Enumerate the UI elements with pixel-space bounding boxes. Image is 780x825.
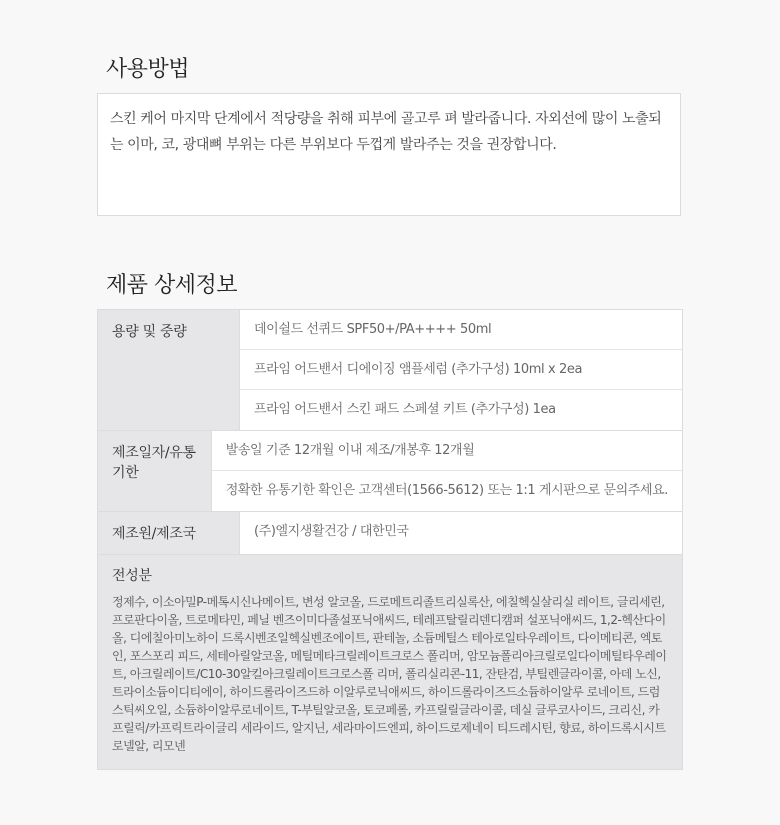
usage-section-title: 사용방법	[106, 57, 190, 82]
ingredients-section	[98, 555, 682, 769]
product-detail-table	[97, 309, 683, 770]
row-label-expiry: 제조일자/유통기한	[98, 431, 212, 511]
value-cell: 프라임 어드밴서 디에이징 앰플세럼 (추가구성) 10ml x 2ea	[240, 350, 682, 390]
value-cell: (주)엘지생활건강 / 대한민국	[254, 524, 409, 539]
usage-description-text: 스킨 케어 마지막 단계에서 적당량을 취해 피부에 골고루 펴 발라줍니다. 자외선에 많이 노출되는 이마, 코, 광대뼈 부위는 다른 부위보다 두껍게 발라주는 것을 권장합니다.	[110, 111, 662, 153]
row-values-volume	[240, 310, 682, 430]
value-cell: 발송일 기준 12개월 이내 제조/개봉후 12개월	[212, 431, 682, 471]
detail-row-expiry	[98, 431, 682, 512]
ingredients-label: 전성분	[112, 568, 152, 584]
value-cell: 정확한 유통기한 확인은 고객센터(1566-5612) 또는 1:1 게시판으로 문의주세요.	[225, 483, 668, 498]
ingredients-text: 정제수, 이소아밀P-메톡시신나메이트, 변성 알코올, 드로메트리졸트리실록산, 에칠헥실살리실 레이트, 글리세린, 프로판다이올, 트로메타민, 페닐 벤즈이미다졸설포닉애씨드, 테레프탈릴리덴디캠퍼 설포닉애씨드, 1,2-헥산다이올, 디에칠아미노하이 드록시벤조일헥실벤조에이트, 판테놀, 소듐메틸스 테아로일타우레이트, 다이메티콘, 엑토인, 포스포리 피드, 세테아릴알코올, 메틸메타크릴레이트크로스 폴리머, 암모늄폴리아크릴로일다이메틸타우레이트, 아크릴레이트/C10-30알킬아크릴레이트크로스폴 리머, 폴리실리콘-11, 잔탄검, 부틸렌글라이콜, 아데 노신, 트라이소듐이디티에이, 하이드롤라이즈드하 이알루로닉애씨드, 하이드롤라이즈드소듐하이알루 로네이트, 드럼스틱씨오일, 소듐하이알루로네이트, T-부틸알코올, 토코페롤, 카프릴릴글라이콜, 데실 글루코사이드, 크리신, 카프릴릭/카프릭트라이글리 세라이드, 알지닌, 세라마이드엔피, 하이드로제네이 티드레시틴, 향료, 하이드록시시트로넬알, 리모넨	[112, 595, 667, 753]
detail-row-volume	[98, 310, 682, 431]
usage-description-box	[97, 93, 681, 216]
row-values-manufacturer	[240, 512, 682, 554]
row-label-volume: 용량 및 중량	[98, 310, 240, 430]
value-cell: 프라임 어드밴서 스킨 패드 스페셜 키트 (추가구성) 1ea	[254, 402, 556, 417]
row-values-expiry	[212, 431, 682, 511]
detail-row-manufacturer	[98, 512, 682, 555]
value-cell: 데이쉴드 선퀴드 SPF50+/PA++++ 50ml	[240, 310, 682, 350]
detail-section-title: 제품 상세정보	[106, 273, 238, 298]
row-label-manufacturer: 제조원/제조국	[98, 512, 240, 554]
